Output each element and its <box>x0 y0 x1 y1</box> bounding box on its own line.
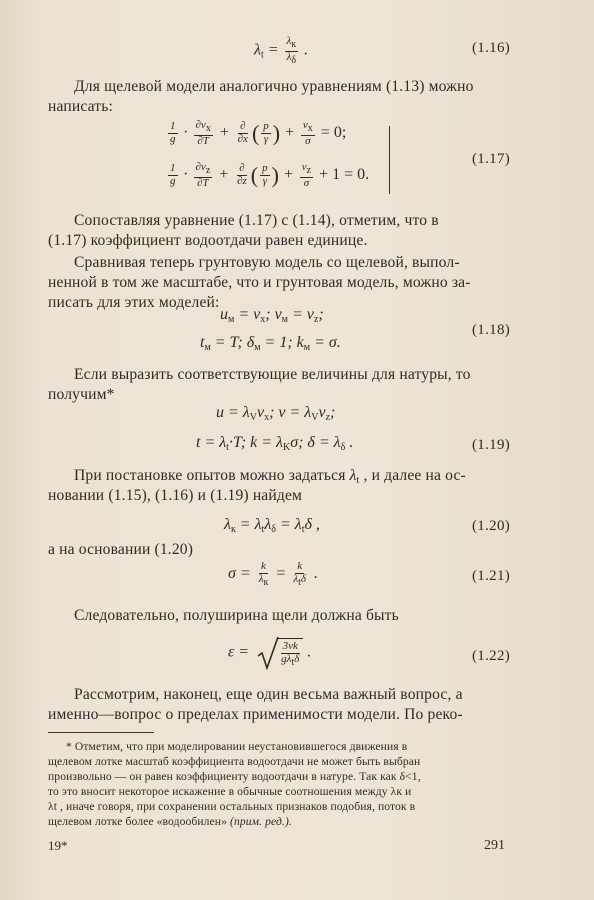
paragraph-line: новании (1.15), (1.16) и (1.19) найдем <box>48 487 303 504</box>
paragraph-line: Сравнивая теперь грунтовую модель со щелевой, выпол- <box>74 254 460 271</box>
equation-number: (1.18) <box>472 322 511 338</box>
footnote-line: щелевом лотке масштаб коэффициента водоотдачи не может быть выбран <box>48 755 421 768</box>
equation-1-19-row-2: $t = \lambda_t\cdot T$; $k = \lambda_K\sigma$; $\delta = \lambda_\delta$ . <box>196 434 354 453</box>
equation-number: (1.21) <box>472 568 511 584</box>
paragraph-line: а на основании (1.20) <box>48 541 194 558</box>
equation-1-18-row-2: $t_м = T$; $\delta_м = 1$; $k_м = \sigma$. <box>200 334 341 353</box>
paragraph-line: Сопоставляя уравнение (1.17) с (1.14), отметим, что в <box>74 212 439 229</box>
paragraph-line: (1.17) коэффициент водоотдачи равен единице. <box>48 232 368 249</box>
equation-1-21: σ = $\frac{k}{\lambda к}$ = $\frac{k}{\text{λtδ}}$ . <box>228 560 319 588</box>
paragraph-line: именно—вопрос о пределах применимости модели. По реко- <box>48 706 463 723</box>
footnote-line: * Отметим, что при моделировании неустановившегося движения в <box>66 740 408 753</box>
equation-number: (1.20) <box>472 518 511 534</box>
footnote-line: произвольно — он равен коэффициенту водоотдачи в натуре. Так как δ<1, <box>48 770 421 783</box>
paragraph-line: Для щелевой модели аналогично уравнениям (1.13) можно <box>74 78 474 95</box>
equation-1-18-row-1: $u_м = v_x$; $v_м = v_z$; <box>220 306 324 325</box>
equation-1-22: ε = $\frac{3\nu k}{\text{gλtδ}}$ . <box>228 636 311 670</box>
paragraph-line: получим* <box>48 386 115 403</box>
equation-1-16: $\lambda_t$ = $\frac{\lambda к}{\lambda\delta}$ . <box>254 35 309 66</box>
equation-1-17-row-1: $\frac{1}{g}$ · $\frac{\partial vx}{\partial T}$ + $\frac{\partial}{\partial x}$ ( $\frac{p}{\gamma}$ ) + $\frac{vx}{\sigma}$ = 0; <box>170 119 347 147</box>
paragraph-line: Рассмотрим, наконец, еще один весьма важный вопрос, а <box>74 686 463 703</box>
equation-1-17-row-2: $\frac{1}{g}$ · $\frac{\partial vz}{\partial T}$ + $\frac{\partial}{\partial z}$ ( $\frac{p}{\gamma}$ ) + $\frac{vz}{\sigma}$ + 1 = 0. <box>170 161 370 189</box>
equation-number: (1.17) <box>472 151 511 167</box>
footnote-line: λt , иначе говоря, при сохранении остальных признаков подобия, поток в <box>48 800 416 813</box>
sqrt-icon <box>257 636 279 670</box>
footnote-line: то это вносит некоторое искажение в обычные соотношения между λк и <box>48 785 412 798</box>
paragraph-line: писать для этих моделей: <box>48 294 220 311</box>
footnote-line: щелевом лотке более «водообилен» (прим. ред.). <box>48 815 292 828</box>
fraction: $\frac{\lambda к}{\lambda\delta}$ <box>286 35 297 66</box>
page-number: 291 <box>484 838 505 853</box>
paragraph-line: При постановке опытов можно задаться $\lambda_t$ , и далее на ос- <box>74 467 466 486</box>
equation-number: (1.16) <box>472 40 511 56</box>
paragraph-line: Если выразить соответствующие величины для натуры, то <box>74 366 471 383</box>
system-bracket <box>389 126 390 194</box>
equation-1-19-row-1: $u = \lambda_Vv_x$; $v = \lambda_Vv_z$; <box>216 404 336 423</box>
signature-mark: 19* <box>48 838 68 853</box>
paragraph-line: Следовательно, полуширина щели должна быть <box>74 607 399 624</box>
footnote-separator <box>48 732 154 733</box>
paragraph-line: написать: <box>48 98 113 115</box>
paragraph-line: ненной в том же масштабе, что и грунтовая модель, можно за- <box>48 274 471 291</box>
equation-number: (1.22) <box>472 648 511 664</box>
equation-number: (1.19) <box>472 437 511 453</box>
equation-1-20: $\lambda_к = \lambda_t\lambda_\delta = \lambda_t\delta$ , <box>224 516 320 535</box>
